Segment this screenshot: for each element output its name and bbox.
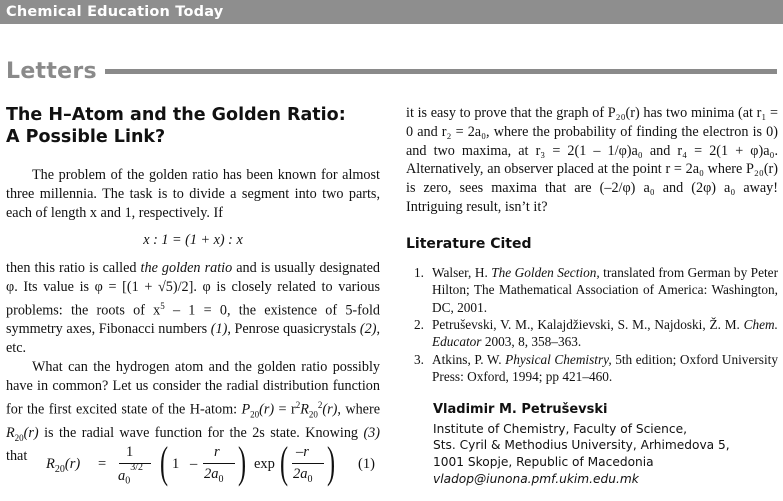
eq1-one: 1 <box>172 456 180 472</box>
eq1-den2 <box>204 466 224 485</box>
text-run: 2003, 8, 358–363. <box>481 334 582 350</box>
eq1-lhs-sub: 20 <box>54 463 65 475</box>
article-title <box>6 104 380 148</box>
eq1-num3 <box>296 444 309 461</box>
text-run: then this ratio is called <box>6 260 141 277</box>
paragraph-intro: The problem of the golden ratio has been known for almost three millennia. The task is to divide a segment into two parts, each of length x and 1, respectively. If <box>6 167 380 221</box>
eq1-close-paren: ) <box>238 438 247 487</box>
text-run: , etc. <box>6 321 380 357</box>
eq1-den1-sup: 3/2 <box>130 462 144 473</box>
reference-title: The Golden Section, <box>491 264 600 280</box>
author-name: Vladimir M. Petruševski <box>433 401 608 417</box>
reference-item <box>406 316 778 351</box>
text-run: What can the hydrogen atom and the golden ratio possibly have in common? Let us consider the radial distribution function for the first excited state of the H-atom: <box>6 358 380 418</box>
eq1-minus: – <box>190 456 198 472</box>
left-column <box>6 104 380 466</box>
section-title: Letters <box>6 58 97 84</box>
subscript: 20 <box>308 409 318 420</box>
eq1-equals: = <box>98 456 107 472</box>
reference-item <box>406 351 778 386</box>
paragraph-continuation: it is easy to prove that the graph of P₂₀(r) has two minima (at r₁ = 0 and r₂ = 2a₀, where the probability of finding the electron is 0) and two maxima, at r₃ = 2(1 – 1/φ)a₀ and r₄ = 2(1 + φ)a₀. Alternatively, an observer placed at the point r = 2a₀ where P₂₀(r) is zero, sees maxima that are (–2/φ) a₀ and (2φ) a₀ away! Intriguing result, isn’t it? <box>406 105 778 215</box>
reference-list <box>406 264 778 386</box>
eq1-den3 <box>293 466 313 485</box>
eq1-fraction-bar <box>203 463 235 464</box>
section-rule <box>105 69 777 74</box>
eq1-lhs-arg: (r) <box>64 456 81 472</box>
subscript: 20 <box>14 432 24 443</box>
author-address: 1001 Skopje, Republic of Macedonia <box>433 455 654 470</box>
reference-title: Physical Chemistry, <box>505 351 612 367</box>
eq1-lhs-symbol: R <box>46 456 55 472</box>
banner-label: Chemical Education Today <box>6 4 224 20</box>
author-block <box>406 401 778 488</box>
right-column <box>406 104 778 488</box>
symbol: P <box>241 401 251 418</box>
eq1-den1 <box>118 462 144 487</box>
text-run: = r <box>274 401 296 418</box>
text-run: and is usually designated φ. Its value is φ = [(1 + √5)/2]. φ is closely related to various problems: the roots of x <box>6 260 380 319</box>
eq1-den1-sub: 0 <box>125 475 131 487</box>
article-title-line2: A Possible Link? <box>6 127 166 147</box>
author-email: vladop@iunona.pmf.ukim.edu.mk <box>433 472 639 487</box>
reference-number: 3. <box>414 351 424 367</box>
eq1-den1-symbol: a <box>118 467 126 484</box>
eq1-number: (1) <box>358 456 375 472</box>
eq1-lhs <box>46 456 80 475</box>
eq1-close-paren: ) <box>327 438 336 487</box>
reference-text <box>432 264 778 316</box>
symbol: (r) <box>23 424 39 441</box>
citation: (2) <box>359 321 377 338</box>
eq1-den2-symbol: 2a <box>204 466 219 482</box>
reference-text <box>432 316 778 351</box>
eq1-den2-sub: 0 <box>218 473 224 485</box>
author-affiliation: Institute of Chemistry, Faculty of Science, <box>433 421 687 436</box>
golden-ratio-equation: x : 1 = (1 + x) : x <box>143 232 243 249</box>
symbol: R <box>6 424 15 441</box>
reference-number: 1. <box>414 264 424 280</box>
symbol: R <box>300 401 309 418</box>
eq1-open-paren: ( <box>160 438 169 487</box>
text-run: Atkins, P. W. <box>432 351 506 367</box>
reference-item <box>406 264 778 316</box>
text-run: translated from German by Peter Hilton; The Mathematical Association of America: Washington, DC, 2001. <box>432 264 779 315</box>
article-title-line1: The H–Atom and the Golden Ratio: <box>6 105 346 125</box>
subscript: 20 <box>250 409 260 420</box>
reference-number: 2. <box>414 317 424 332</box>
text-run: , Penrose quasicrystals <box>227 321 360 338</box>
eq1-num1: 1 <box>126 444 134 460</box>
eq1-open-paren: ( <box>280 438 289 487</box>
section-header <box>6 56 777 86</box>
reference-text <box>432 351 778 386</box>
superscript: 5 <box>160 300 165 311</box>
text-run: Petruševski, V. M., Kalajdžievski, S. M., Najdoski, Ž. M. <box>432 317 744 332</box>
journal-banner <box>0 0 783 24</box>
reference-title: Chem. Educator <box>432 317 778 350</box>
eq1-fraction-bar <box>292 463 324 464</box>
text-run: that <box>6 448 28 465</box>
eq1-den3-symbol: 2a <box>293 466 308 482</box>
symbol: (r) <box>322 401 338 418</box>
eq1-num2 <box>214 444 220 461</box>
author-affiliation: Sts. Cyril & Methodius University, Arhimedova 5, <box>433 438 730 453</box>
paragraph-definition <box>6 259 380 358</box>
eq1-den3-sub: 0 <box>307 473 313 485</box>
equation-1 <box>46 438 380 494</box>
literature-cited-heading: Literature Cited <box>406 235 532 252</box>
emphasis-golden-ratio: the golden ratio <box>140 260 233 277</box>
text-run: – 1 = 0, the existence of 5-fold symmetry axes, Fibonacci numbers <box>6 302 380 338</box>
superscript: 2 <box>295 399 301 410</box>
eq1-num2-symbol: r <box>214 444 220 460</box>
citation: (1) <box>210 321 228 338</box>
text-run: , where <box>337 401 380 418</box>
text-run: Walser, H. <box>432 264 492 280</box>
eq1-exp: exp <box>254 456 275 472</box>
text-run: is the radial wave function for the 2s state. Knowing <box>38 424 364 441</box>
symbol: (r) <box>259 401 275 418</box>
text-run: 5th edition; Oxford University Press: Oxford, 1994; pp 421–460. <box>432 351 778 385</box>
citation: (3) <box>363 424 380 441</box>
eq1-num3-symbol: –r <box>296 444 309 460</box>
superscript: 2 <box>317 399 323 410</box>
